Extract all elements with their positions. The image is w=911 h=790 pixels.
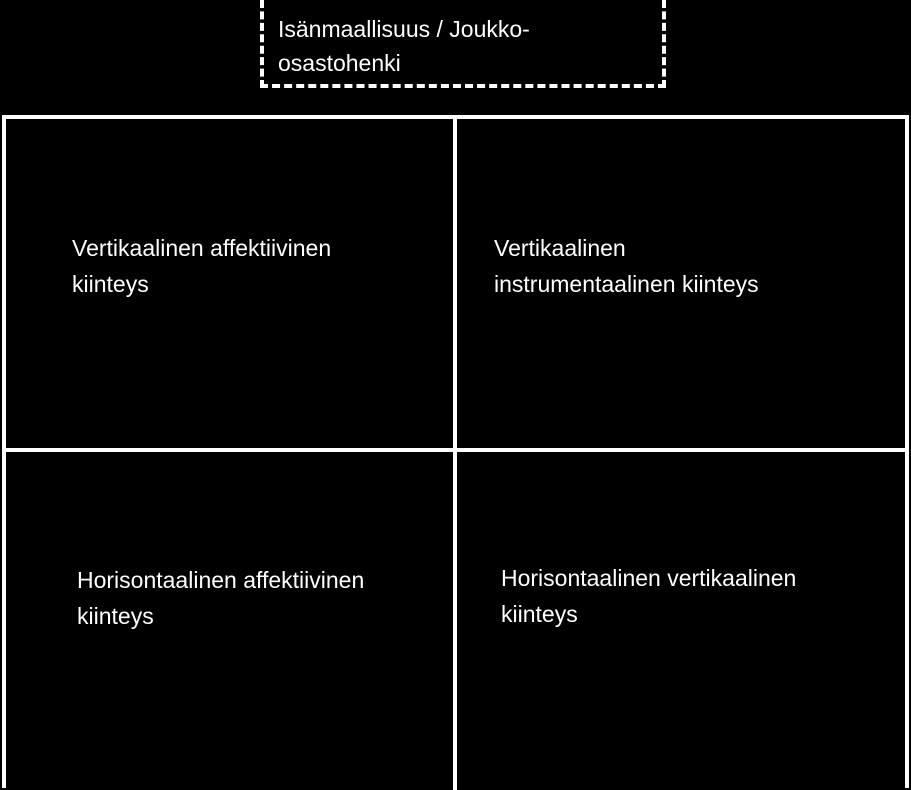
quadrant-top-right-line1: Vertikaalinen bbox=[494, 235, 626, 261]
quadrant-bottom-right-line1: Horisontaalinen vertikaalinen bbox=[501, 565, 797, 591]
grid-horizontal-divider bbox=[2, 448, 909, 452]
quadrant-top-left-line2: kiinteys bbox=[72, 271, 149, 297]
quadrant-top-left-label bbox=[72, 230, 331, 302]
header-dashed-box bbox=[260, 0, 666, 88]
grid-vertical-divider bbox=[453, 115, 457, 790]
header-label-line2: osastohenki bbox=[278, 50, 401, 76]
quadrant-bottom-left-label bbox=[77, 562, 364, 634]
quadrant-bottom-left-line2: kiinteys bbox=[77, 603, 154, 629]
header-label-line1: Isänmaallisuus / Joukko- bbox=[278, 16, 530, 42]
quadrant-bottom-left-line1: Horisontaalinen affektiivinen bbox=[77, 567, 365, 593]
quadrant-top-right-line2: instrumentaalinen kiinteys bbox=[494, 271, 759, 297]
quadrant-bottom-right-line2: kiinteys bbox=[501, 601, 578, 627]
quadrant-top-right-label bbox=[494, 230, 759, 302]
quadrant-top-left-line1: Vertikaalinen affektiivinen bbox=[72, 235, 332, 261]
quadrant-bottom-right-label bbox=[501, 560, 796, 632]
